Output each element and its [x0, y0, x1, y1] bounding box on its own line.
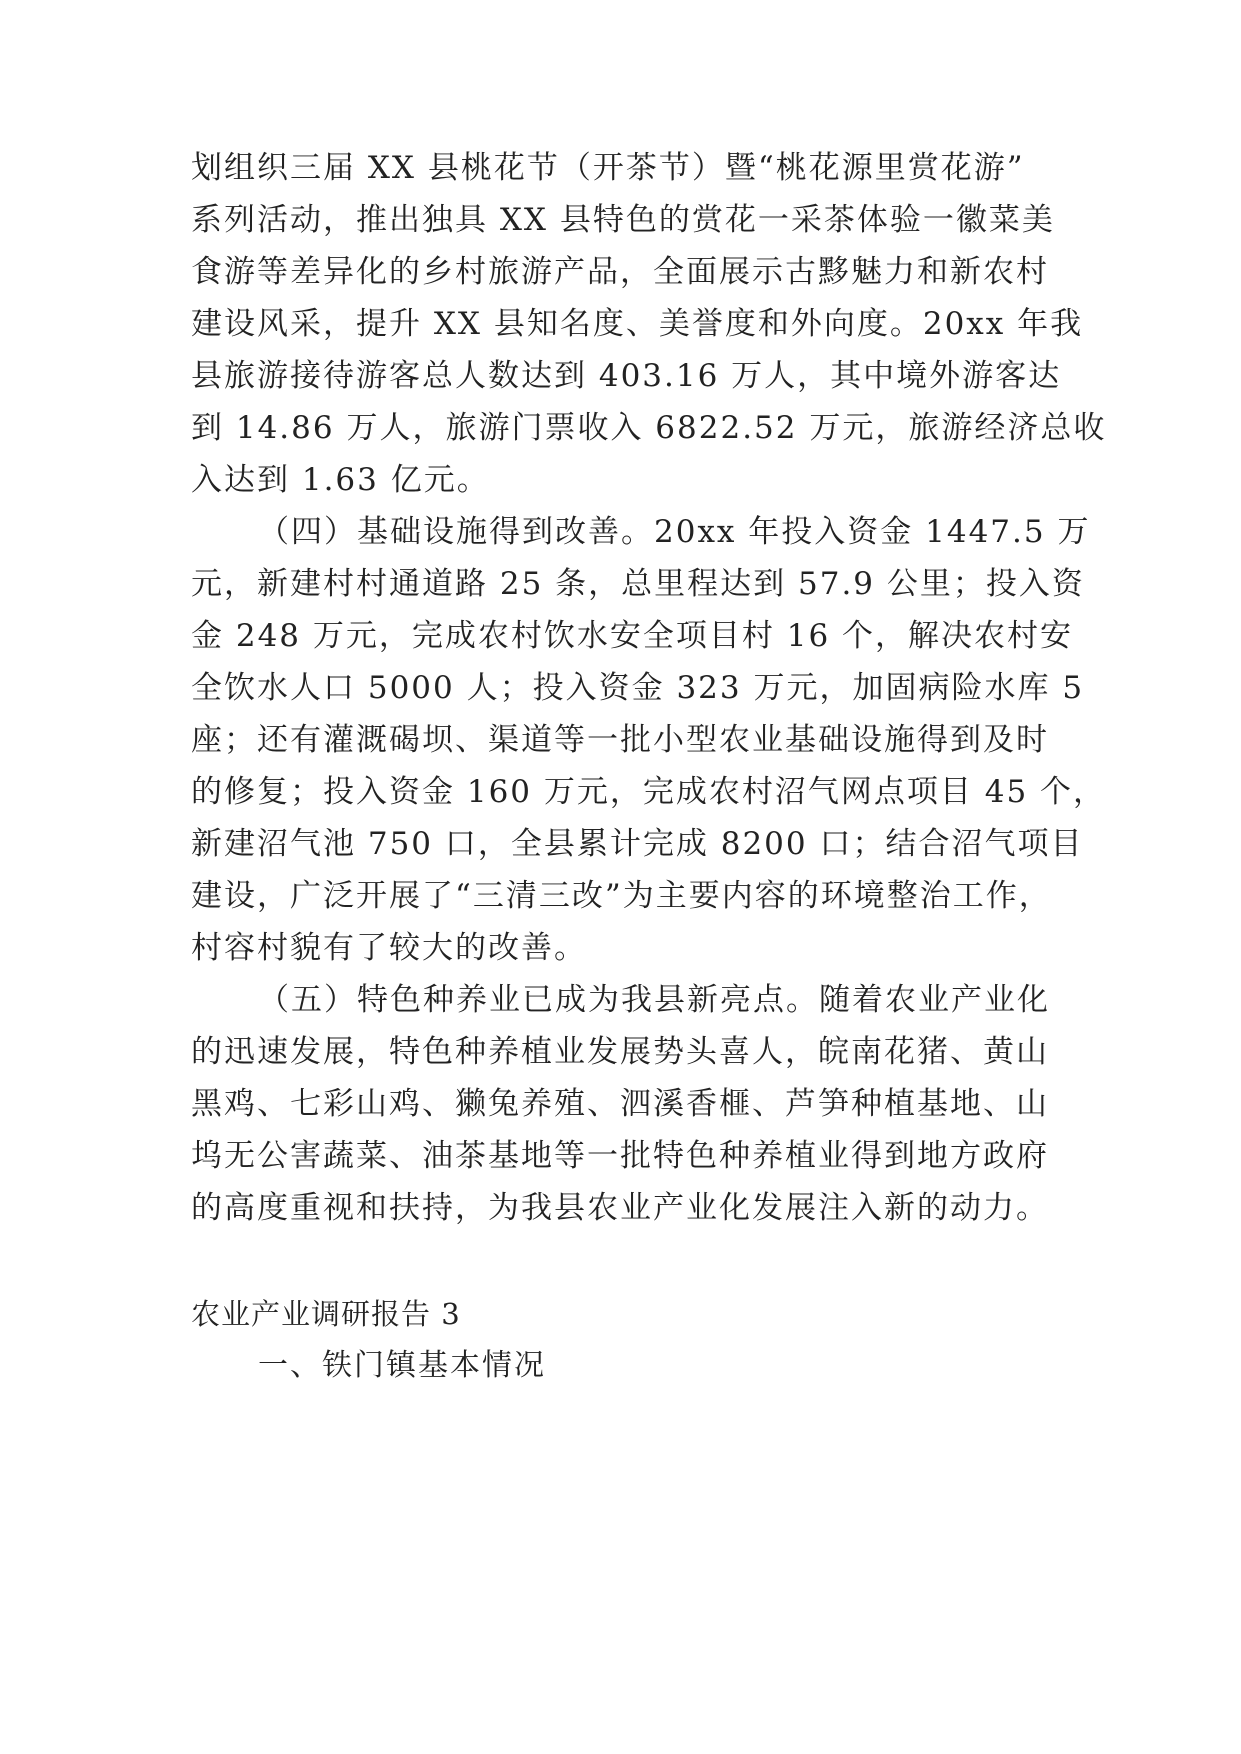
- paragraph-line: 建设风采，提升 XX 县知名度、美誉度和外向度。20xx 年我: [191, 306, 1084, 342]
- paragraph-line: （四）基础设施得到改善。20xx 年投入资金 1447.5 万: [258, 514, 1091, 550]
- paragraph-line: 元，新建村村通道路 25 条，总里程达到 57.9 公里；投入资: [191, 566, 1085, 602]
- paragraph-line: 划组织三届 XX 县桃花节（开茶节）暨“桃花源里赏花游”: [191, 150, 1025, 186]
- paragraph-line: 县旅游接待游客总人数达到 403.16 万人，其中境外游客达: [191, 358, 1062, 394]
- paragraph-line: 新建沼气池 750 口，全县累计完成 8200 口；结合沼气项目: [191, 826, 1084, 862]
- paragraph-line: 食游等差异化的乡村旅游产品，全面展示古黟魅力和新农村: [191, 254, 1049, 290]
- paragraph-line: 入达到 1.63 亿元。: [191, 462, 490, 498]
- paragraph-line: 的高度重视和扶持，为我县农业产业化发展注入新的动力。: [191, 1190, 1049, 1226]
- paragraph-line: 黑鸡、七彩山鸡、獭兔养殖、泗溪香榧、芦笋种植基地、山: [191, 1086, 1049, 1122]
- paragraph-line: 的修复；投入资金 160 万元，完成农村沼气网点项目 45 个，: [191, 774, 1107, 810]
- paragraph-line: 金 248 万元，完成农村饮水安全项目村 16 个，解决农村安: [191, 618, 1074, 654]
- subsection-title: 一、铁门镇基本情况: [258, 1348, 546, 1383]
- paragraph-line: 座；还有灌溉碣坝、渠道等一批小型农业基础设施得到及时: [191, 722, 1049, 758]
- paragraph-line: 系列活动，推出独具 XX 县特色的赏花一采茶体验一徽菜美: [191, 202, 1055, 238]
- section-title: 农业产业调研报告 3: [191, 1297, 461, 1331]
- paragraph-line: 的迅速发展，特色种养植业发展势头喜人，皖南花猪、黄山: [191, 1034, 1049, 1070]
- paragraph-line: 村容村貌有了较大的改善。: [191, 930, 587, 966]
- paragraph-line: 到 14.86 万人，旅游门票收入 6822.52 万元，旅游经济总收: [191, 410, 1107, 446]
- paragraph-line: 全饮水人口 5000 人；投入资金 323 万元，加固病险水库 5: [191, 670, 1085, 706]
- paragraph-line: （五）特色种养业已成为我县新亮点。随着农业产业化: [258, 982, 1050, 1018]
- paragraph-line: 建设，广泛开展了“三清三改”为主要内容的环境整治工作，: [191, 878, 1052, 914]
- paragraph-line: 坞无公害蔬菜、油茶基地等一批特色种养植业得到地方政府: [191, 1138, 1049, 1174]
